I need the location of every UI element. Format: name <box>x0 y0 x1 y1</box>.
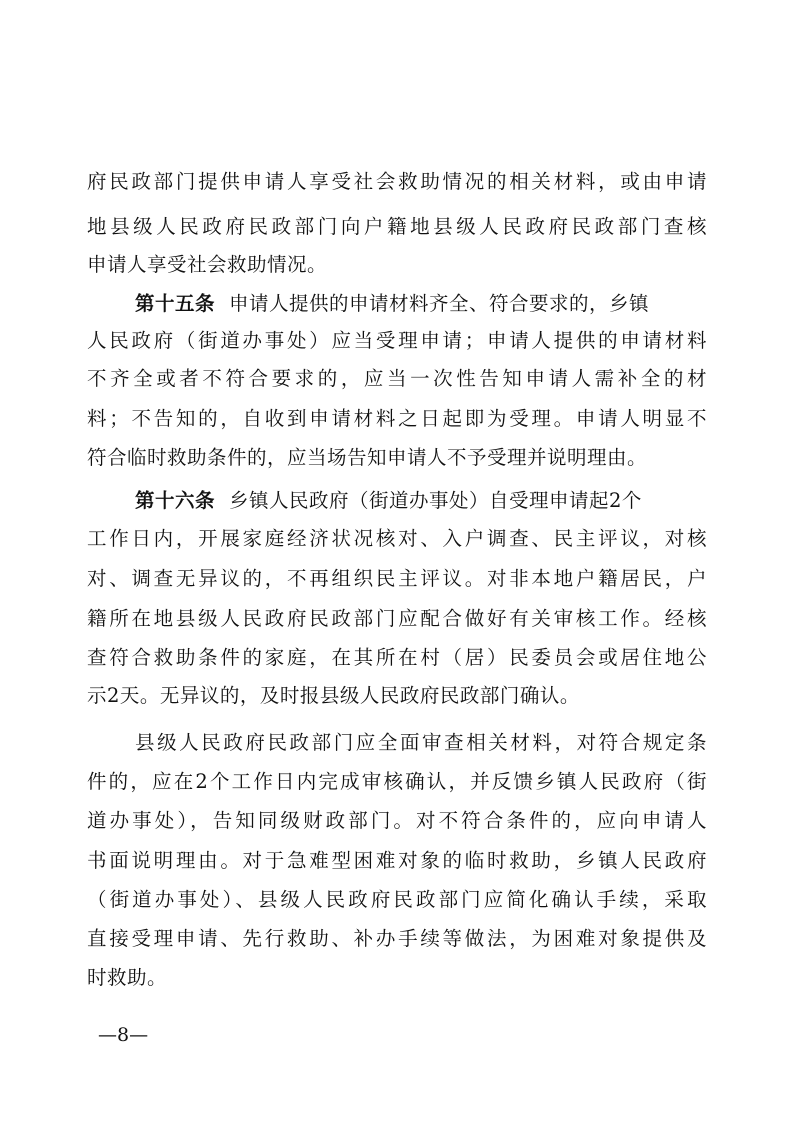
paragraph-line: 符合临时救助条件的，应当场告知申请人不予受理并说明理由。 <box>87 446 648 469</box>
paragraph-line: 料；不告知的，自收到申请材料之日起即为受理。申请人明显不 <box>87 407 707 430</box>
paragraph-line: 人民政府（街道办事处）应当受理申请；申请人提供的申请材料 <box>87 329 707 352</box>
article-16-heading: 第十六条 <box>135 489 216 512</box>
paragraph-line: 地县级人民政府民政部门向户籍地县级人民政府民政部门查核 <box>87 215 707 238</box>
paragraph-line: 申请人享受社会救助情况。 <box>87 253 328 276</box>
paragraph-line: 府民政部门提供申请人享受社会救助情况的相关材料，或由申请 <box>87 170 707 193</box>
paragraph-line: （街道办事处）、县级人民政府民政部门应简化确认手续，采取 <box>87 888 707 911</box>
article-15-text: 申请人提供的申请材料齐全、符合要求的，乡镇 <box>229 292 650 315</box>
paragraph-line: 书面说明理由。对于急难型困难对象的临时救助，乡镇人民政府 <box>87 849 707 872</box>
paragraph-line: 工作日内，开展家庭经济状况核对、入户调查、民主评议，对核 <box>87 527 707 550</box>
paragraph-line: 时救助。 <box>87 966 168 989</box>
paragraph-line: 件的，应在2个工作日内完成审核确认，并反馈乡镇人民政府（街 <box>87 770 707 793</box>
article-16-first-line <box>135 488 707 514</box>
paragraph-line: 道办事处），告知同级财政部门。对不符合条件的，应向申请人 <box>87 809 707 832</box>
article-15-first-line <box>135 291 707 317</box>
article-16-text: 乡镇人民政府（街道办事处）自受理申请起2个 <box>229 489 642 512</box>
paragraph-line: 查符合救助条件的家庭，在其所在村（居）民委员会或居住地公 <box>87 646 707 669</box>
paragraph-line: 对、调查无异议的，不再组织民主评议。对非本地户籍居民，户 <box>87 567 707 590</box>
article-15-heading: 第十五条 <box>135 292 216 315</box>
paragraph-line: 籍所在地县级人民政府民政部门应配合做好有关审核工作。经核 <box>87 607 707 630</box>
page-number: —8— <box>98 1024 149 1046</box>
paragraph-line: 示2天。无异议的，及时报县级人民政府民政部门确认。 <box>87 684 580 707</box>
paragraph-line: 县级人民政府民政部门应全面审查相关材料，对符合规定条 <box>135 731 707 754</box>
paragraph-line: 直接受理申请、先行救助、补办手续等做法，为困难对象提供及 <box>87 927 707 950</box>
paragraph-line: 不齐全或者不符合要求的，应当一次性告知申请人需补全的材 <box>87 367 707 390</box>
